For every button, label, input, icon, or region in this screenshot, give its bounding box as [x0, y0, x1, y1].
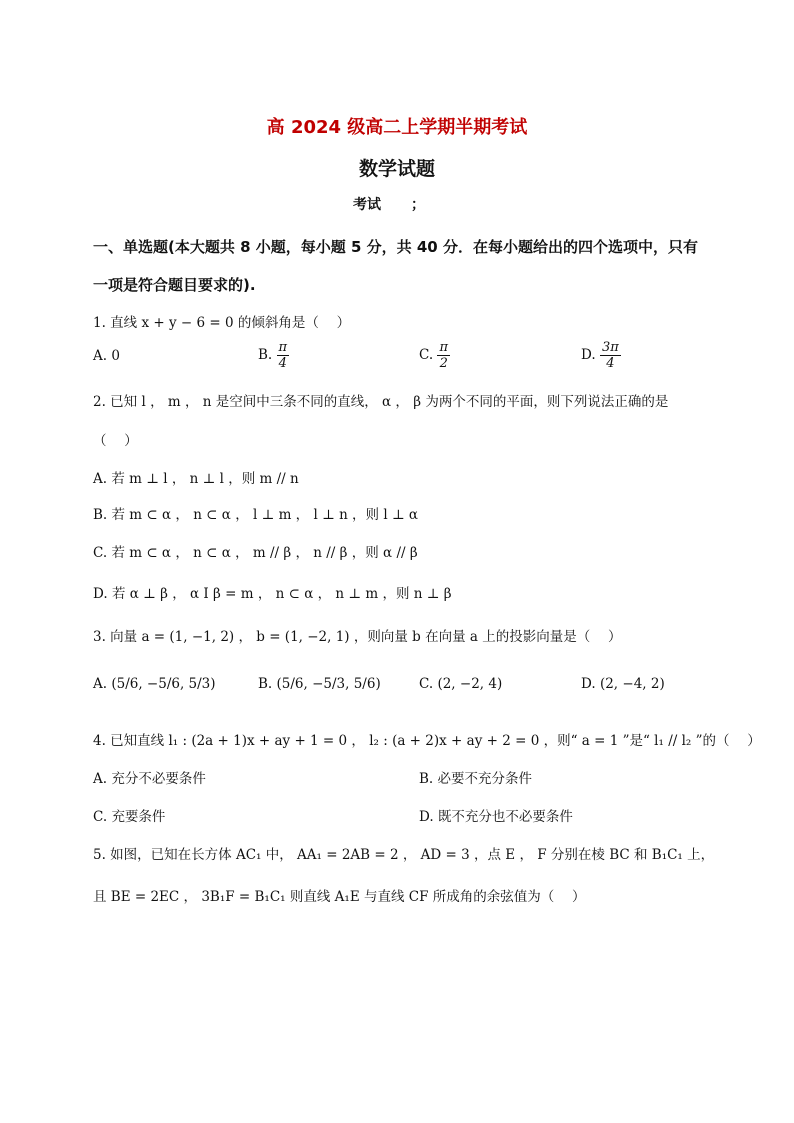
- fraction: $\frac{\pi}{2}$: [439, 340, 448, 371]
- question-3-option-d: D. (2, −4, 2): [581, 676, 665, 692]
- question-4-option-c: C. 充要条件: [93, 809, 166, 825]
- question-5-stem-cont: 且 BE = 2EC ， 3B₁F = B₁C₁ 则直线 A₁E 与直线 CF 所成角的余弦值为（ ）: [93, 889, 586, 905]
- question-2-option-c: C. 若 m ⊂ α ， n ⊂ α ， m // β ， n // β ，则 α // β: [93, 545, 418, 561]
- exam-title: 高 2024 级高二上学期半期考试: [266, 117, 528, 138]
- question-3-stem: 3. 向量 a = (1, −1, 2) ， b = (1, −2, 1) ，则向量 b 在向量 a 上的投影向量是（ ）: [93, 629, 622, 645]
- question-3-option-c: C. (2, −2, 4): [419, 676, 503, 692]
- question-1-stem: 1. 直线 x + y − 6 = 0 的倾斜角是（ ）: [93, 315, 351, 331]
- exam-separator: ；: [411, 197, 425, 213]
- exam-label: 考试: [353, 197, 381, 213]
- question-3-option-b: B. (5/6, −5/3, 5/6): [258, 676, 381, 692]
- question-2-stem: 2. 已知 l ， m ， n 是空间中三条不同的直线， α ， β 为两个不同的平面，则下列说法正确的是: [93, 394, 669, 410]
- fraction: $\frac{\pi}{4}$: [278, 340, 288, 371]
- question-1-option-a: A. 0: [93, 348, 120, 364]
- question-4-option-a: A. 充分不必要条件: [93, 771, 206, 787]
- question-2-stem-cont: （ ）: [93, 433, 138, 449]
- question-1-option-b: B. $\frac{\pi}{4}$: [258, 340, 288, 371]
- question-1-option-d: D. $\frac{3\pi}{4}$: [581, 340, 619, 371]
- question-3-option-a: A. (5/6, −5/6, 5/3): [93, 676, 216, 692]
- fraction: $\frac{3\pi}{4}$: [601, 340, 619, 371]
- question-4-option-b: B. 必要不充分条件: [419, 771, 533, 787]
- exam-subtitle: 数学试题: [358, 158, 435, 180]
- exam-info-line: [353, 194, 425, 214]
- question-2-option-d: D. 若 α ⊥ β ， α I β = m ， n ⊂ α ， n ⊥ m ，则 n ⊥ β: [93, 586, 452, 602]
- question-2-option-a: A. 若 m ⊥ l ， n ⊥ l ，则 m // n: [93, 471, 299, 487]
- question-5-stem: 5. 如图，已知在长方体 AC₁ 中， AA₁ = 2AB = 2 ， AD = 3 ，点 E ， F 分别在棱 BC 和 B₁C₁ 上，: [93, 847, 715, 863]
- question-4-stem: 4. 已知直线 l₁ : (2a + 1)x + ay + 1 = 0 ， l₂ : (a + 2)x + ay + 2 = 0 ，则“ a = 1 ”是“ l₁ // l₂ ”的（ ）: [93, 733, 761, 749]
- question-4-option-d: D. 既不充分也不必要条件: [419, 809, 573, 825]
- question-2-option-b: B. 若 m ⊂ α ， n ⊂ α ， l ⊥ m ， l ⊥ n ，则 l ⊥ α: [93, 507, 419, 523]
- question-1-option-c: C. $\frac{\pi}{2}$: [419, 340, 448, 371]
- section-heading: 一、单选题(本大题共 8 小题，每小题 5 分，共 40 分．在每小题给出的四个选项中，只有一项是符合题目要求的).: [93, 238, 698, 294]
